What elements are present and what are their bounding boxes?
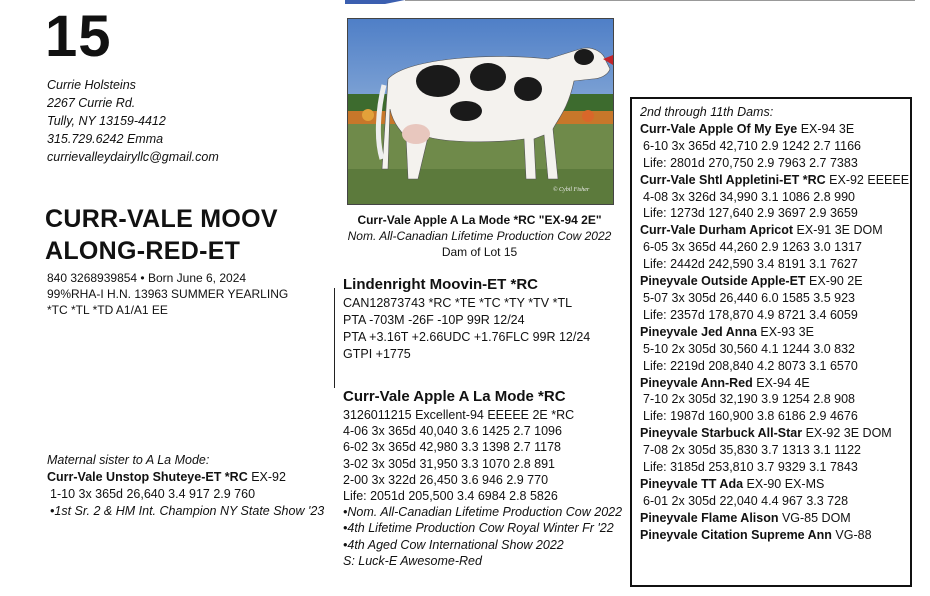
- ancestor-record: Life: 2801d 270,750 2.9 7963 2.7 7383: [643, 155, 858, 170]
- dams-heading: 2nd through 11th Dams:: [640, 105, 774, 119]
- ancestor-score: VG-85 DOM: [778, 510, 851, 525]
- dam-note: •Nom. All-Canadian Lifetime Production Cow 2022: [343, 505, 623, 520]
- ancestor-score: EX-92 EEEEE: [825, 172, 910, 187]
- dam-record: 4-06 3x 365d 40,040 3.6 1425 2.7 1096: [343, 424, 562, 439]
- top-banner-fragment: [345, 0, 915, 4]
- consignor-email: currievalleydairyllc@gmail.com: [47, 150, 219, 164]
- maternal-sister-note: •1st Sr. 2 & HM Int. Champion NY State Show '23: [50, 504, 325, 518]
- ancestor-name: Pineyvale Ann-Red: [640, 375, 753, 390]
- dam-entry-name: [640, 375, 909, 392]
- maternal-sister-score: EX-92: [247, 470, 286, 484]
- dam-entry-name: [640, 273, 909, 290]
- ancestor-name: Pineyvale Outside Apple-ET: [640, 274, 806, 289]
- consignor-city: Tully, NY 13159-4412: [47, 114, 166, 128]
- ancestor-record: 6-05 3x 365d 44,260 2.9 1263 3.0 1317: [643, 240, 862, 255]
- ancestor-record: Life: 1987d 160,900 3.8 6186 2.9 4676: [643, 409, 858, 424]
- dam-photo: [347, 18, 614, 205]
- sire-section: [343, 275, 590, 363]
- dam-record: 6-02 3x 365d 42,980 3.3 1398 2.7 1178: [343, 440, 562, 455]
- ancestor-record: 6-10 3x 365d 42,710 2.9 1242 2.7 1166: [643, 138, 862, 153]
- dam-entry-name: [640, 425, 909, 442]
- ancestor-score: EX-91 3E DOM: [793, 223, 883, 238]
- animal-tests: *TC *TL *TD A1/A1 EE: [47, 303, 168, 317]
- photo-watermark: © Cybil Fisher: [553, 187, 590, 193]
- ancestor-record: 5-10 2x 305d 30,560 4.1 1244 3.0 832: [643, 341, 855, 356]
- ancestor-score: EX-93 3E: [756, 324, 814, 339]
- ancestor-name: Curr-Vale Durham Apricot: [640, 223, 794, 238]
- caption-note: Dam of Lot 15: [441, 245, 518, 259]
- animal-name-line1: CURR-VALE MOOV: [45, 205, 278, 233]
- consignor-name: Currie Holsteins: [47, 78, 136, 92]
- ancestor-score: EX-94 3E: [797, 121, 855, 136]
- dam-entry-name: [640, 121, 909, 138]
- dam-entry-name: [640, 527, 909, 544]
- dam-record: 3-02 3x 305d 31,950 3.3 1070 2.8 891: [343, 456, 555, 471]
- dam-entry-name: [640, 324, 909, 341]
- ancestor-record: 7-08 2x 305d 35,830 3.7 1313 3.1 1122: [643, 443, 862, 458]
- ancestor-record: 5-07 3x 305d 26,440 6.0 1585 3.5 923: [643, 290, 855, 305]
- caption-award: Nom. All-Canadian Lifetime Production Cow 2022: [347, 229, 612, 243]
- dam-entry-name: [640, 222, 909, 239]
- ancestor-record: Life: 2219d 208,840 4.2 8073 3.1 6570: [643, 358, 858, 373]
- ancestor-name: Pineyvale Jed Anna: [640, 324, 757, 339]
- dam-note: •4th Aged Cow International Show 2022: [343, 537, 564, 552]
- ancestor-record: Life: 2442d 242,590 3.4 8191 3.1 7627: [643, 257, 858, 272]
- sire-line: GTPI +1775: [343, 347, 411, 361]
- consignor-address: 2267 Currie Rd.: [47, 96, 136, 110]
- consignor-phone: 315.729.6242 Emma: [47, 132, 164, 146]
- dam-section: [343, 387, 622, 569]
- maternal-sister-section: [47, 452, 324, 520]
- ancestor-record: Life: 1273d 127,640 2.9 3697 2.9 3659: [643, 206, 858, 221]
- photo-caption: [337, 212, 622, 260]
- ancestor-score: VG-88: [831, 527, 872, 542]
- dam-entry-name: [640, 510, 909, 527]
- ancestor-name: Curr-Vale Shtl Appletini-ET *RC: [640, 172, 826, 187]
- ancestor-name: Pineyvale Flame Alison: [640, 510, 779, 525]
- animal-name-line2: ALONG-RED-ET: [45, 237, 241, 265]
- dam-record: 2-00 3x 322d 26,450 3.6 946 2.9 770: [343, 472, 549, 487]
- dam-entry-name: [640, 172, 909, 189]
- dam-sire: S: Luck-E Awesome-Red: [343, 553, 482, 568]
- ancestor-record: Life: 3185d 253,810 3.7 9329 3.1 7843: [643, 460, 858, 475]
- ancestor-record: 4-08 3x 326d 34,990 3.1 1086 2.8 990: [643, 189, 855, 204]
- ancestor-record: Life: 2357d 178,870 4.9 8721 3.4 6059: [643, 307, 858, 322]
- ancestor-score: EX-90 EX-MS: [743, 476, 825, 491]
- cow-photo-illustration: [348, 19, 613, 204]
- animal-details: [47, 270, 288, 318]
- dam-id-line: 3126011215 Excellent-94 EEEEE 2E *RC: [343, 408, 575, 422]
- animal-genetics: 99%RHA-I H.N. 13963 SUMMER YEARLING: [47, 287, 289, 301]
- dam-note: •4th Lifetime Production Cow Royal Winter Fr '22: [343, 521, 614, 536]
- pedigree-divider: [334, 288, 335, 388]
- caption-title: Curr-Vale Apple A La Mode *RC "EX-94 2E": [357, 213, 602, 227]
- maternal-sister-record: 1-10 3x 365d 26,640 3.4 917 2.9 760: [50, 487, 256, 501]
- sire-name: Lindenright Moovin-ET *RC: [343, 276, 538, 293]
- ancestor-record: 6-01 2x 305d 22,040 4.4 967 3.3 728: [643, 493, 849, 508]
- consignor-info: [47, 76, 219, 166]
- ancestor-name: Curr-Vale Apple Of My Eye: [640, 121, 798, 136]
- ancestor-record: 7-10 2x 305d 32,190 3.9 1254 2.8 908: [643, 392, 855, 407]
- ancestor-score: EX-94 4E: [752, 375, 810, 390]
- dam-entry-name: [640, 476, 909, 493]
- sire-line: PTA -703M -26F -10P 99R 12/24: [343, 313, 525, 327]
- dam-record: Life: 2051d 205,500 3.4 6984 2.8 5826: [343, 489, 558, 504]
- ancestor-name: Pineyvale Citation Supreme Ann: [640, 527, 832, 542]
- animal-id-birth: 840 3268939854 • Born June 6, 2024: [47, 271, 247, 285]
- maternal-sister-name: Curr-Vale Unstop Shuteye-ET *RC: [47, 470, 248, 484]
- dam-name: Curr-Vale Apple A La Mode *RC: [343, 388, 566, 405]
- animal-name: [45, 203, 278, 267]
- ancestor-score: EX-90 2E: [805, 274, 863, 289]
- ancestor-name: Pineyvale TT Ada: [640, 476, 744, 491]
- sire-line: PTA +3.16T +2.66UDC +1.76FLC 99R 12/24: [343, 330, 591, 344]
- ancestor-score: EX-92 3E DOM: [802, 426, 892, 441]
- dams-list: [640, 104, 909, 544]
- ancestor-name: Pineyvale Starbuck All-Star: [640, 426, 803, 441]
- lot-number: 15: [45, 4, 112, 69]
- maternal-sister-heading: Maternal sister to A La Mode:: [47, 453, 210, 467]
- sire-line: CAN12873743 *RC *TE *TC *TY *TV *TL: [343, 296, 573, 310]
